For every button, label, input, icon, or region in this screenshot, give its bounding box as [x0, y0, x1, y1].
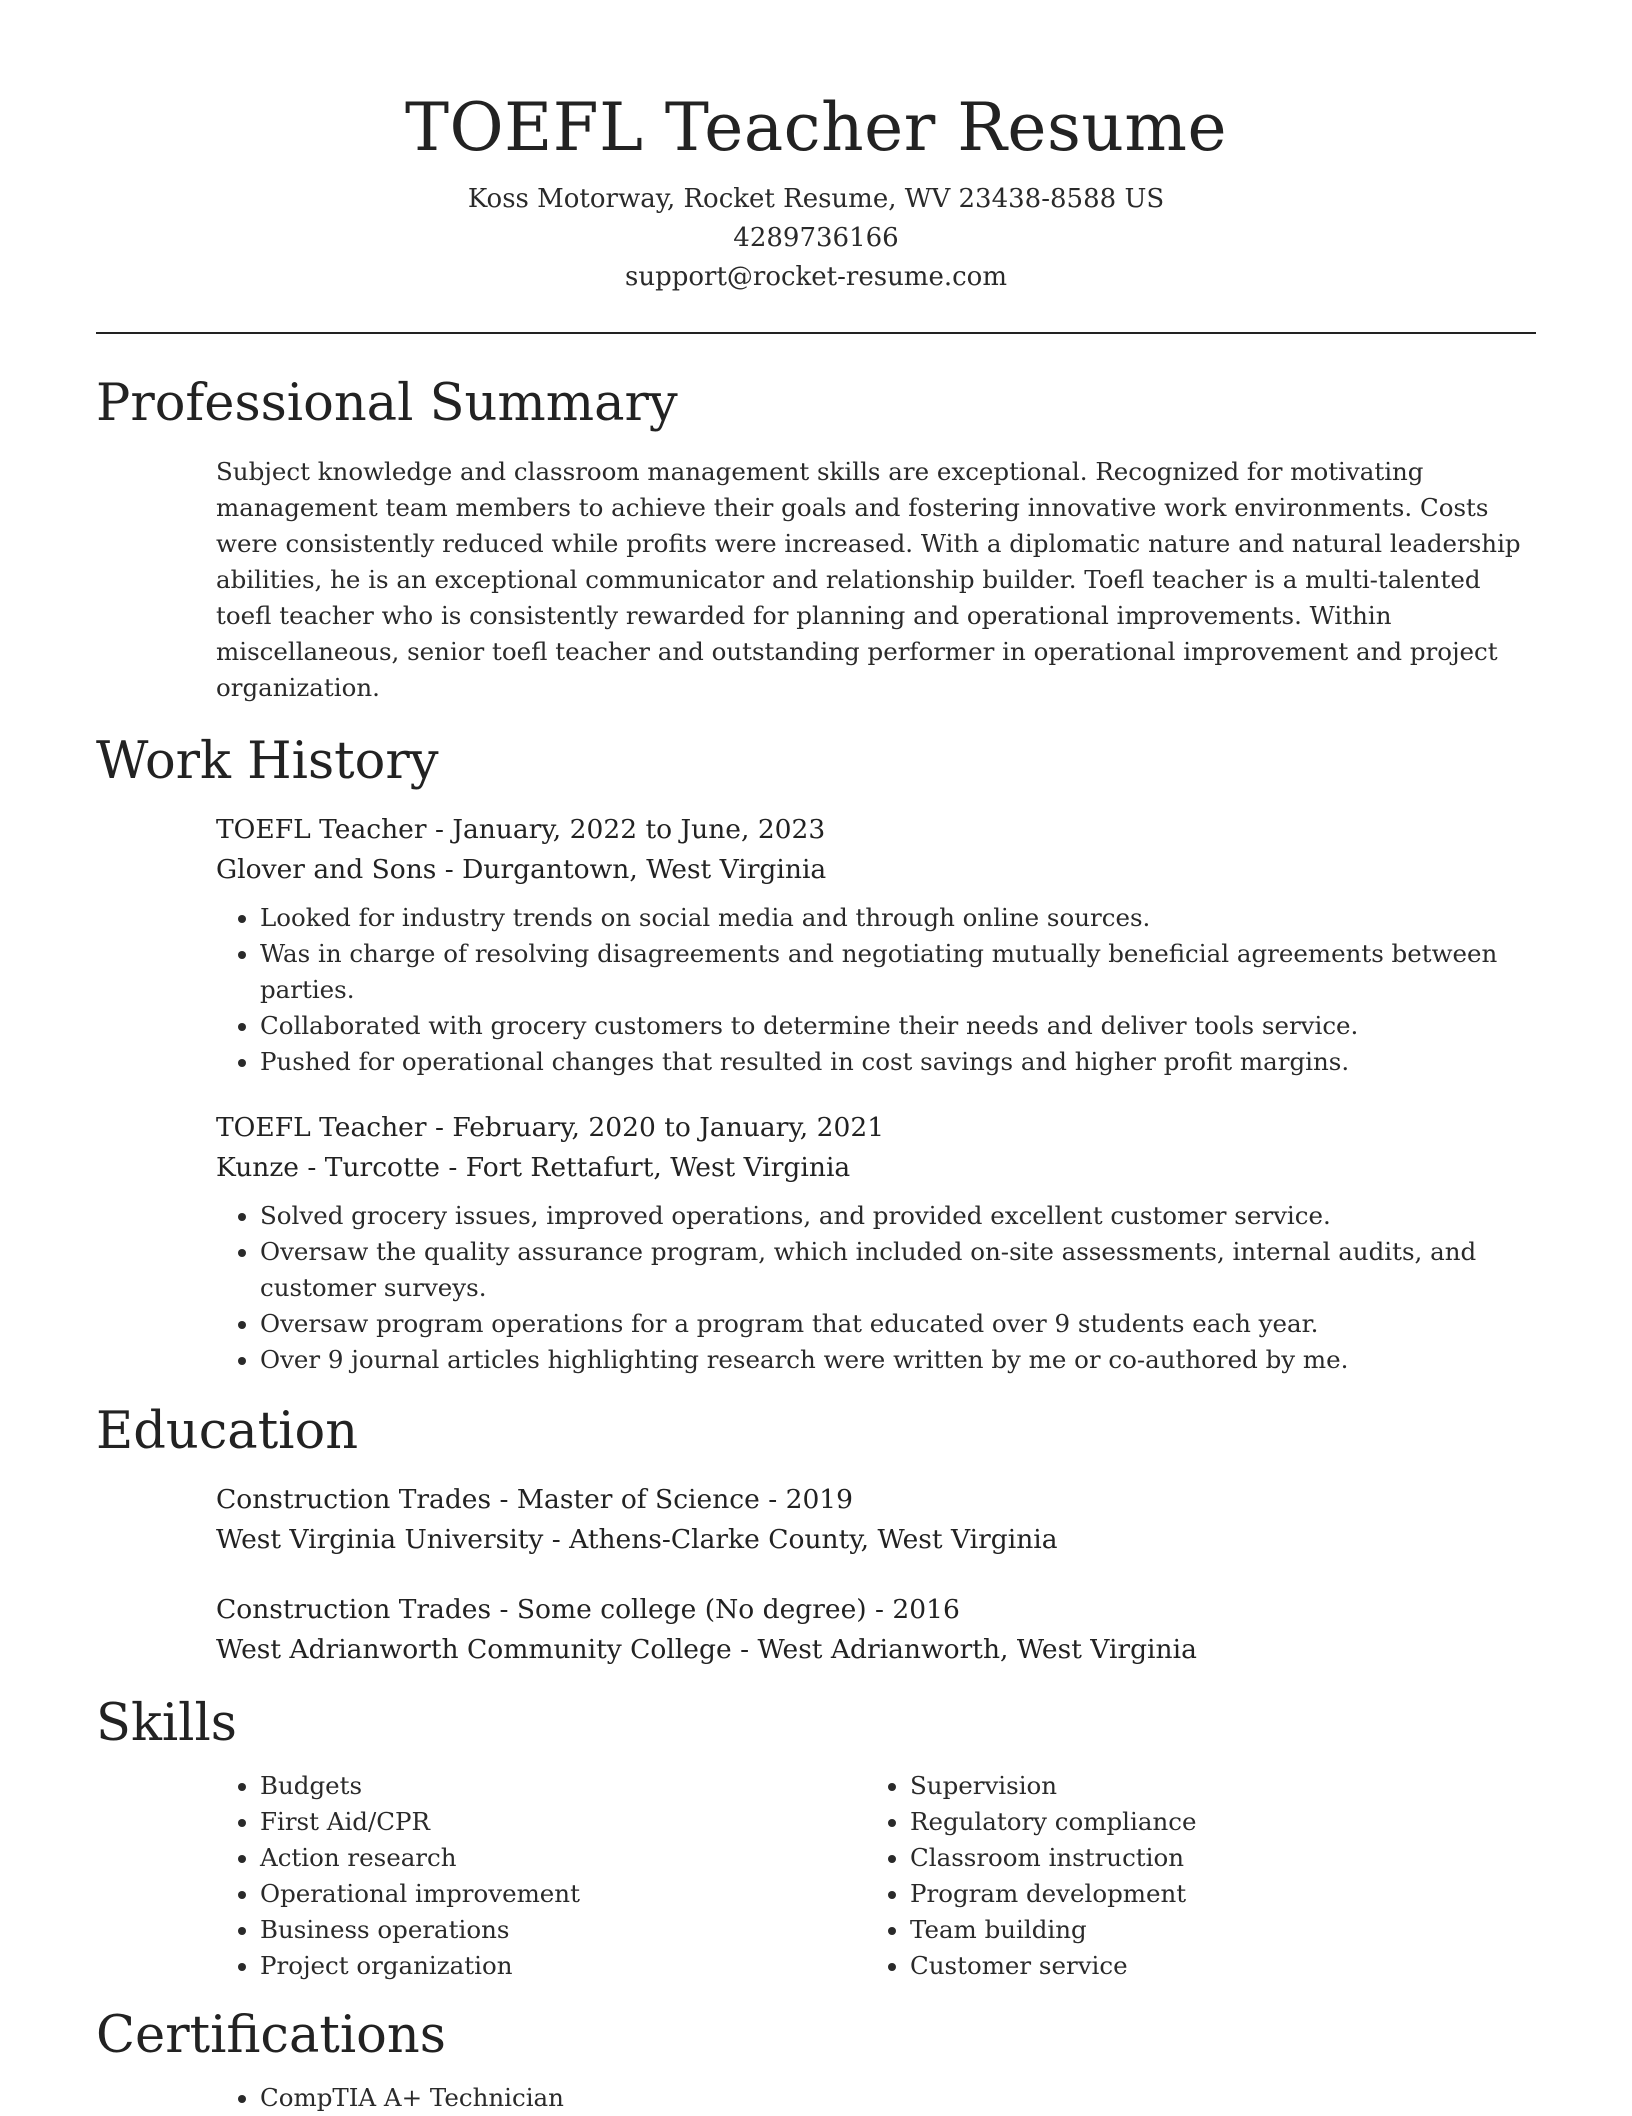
education-school-line [216, 1630, 1536, 1670]
contact-address: Koss Motorway, Rocket Resume, WV 23438-8588 US [467, 184, 1165, 214]
resume-page [96, 0, 1536, 2116]
skill-item: • Program development [910, 1876, 1516, 1912]
skill-item: • Regulatory compliance [910, 1804, 1516, 1840]
work-history-heading: Work History [96, 732, 439, 791]
job-dates: - February, 2020 to January, 2021 [426, 1112, 885, 1143]
job-company-line [216, 1148, 1536, 1188]
education-degree: - Some college (No degree) - 2016 [491, 1594, 960, 1625]
education-degree-line [216, 1480, 1536, 1520]
skills-heading: Skills [96, 1694, 237, 1753]
skills-list-right [866, 1768, 1516, 1984]
job-bullet: • Oversaw program operations for a program that educated over 9 students each year. [260, 1306, 1536, 1342]
education-heading: Education [96, 1402, 359, 1461]
education-section [96, 1400, 1536, 1670]
skill-item: • First Aid/CPR [260, 1804, 866, 1840]
job-bullets [216, 1198, 1536, 1378]
job-bullet: • Looked for industry trends on social media and through online sources. [260, 900, 1536, 936]
skill-item: • Project organization [260, 1948, 866, 1984]
job-entry [216, 810, 1536, 1080]
certifications-body [216, 2080, 1536, 2116]
skills-columns [216, 1768, 1536, 1984]
skills-column-right [866, 1768, 1516, 1984]
job-title: TOEFL Teacher [216, 1112, 427, 1143]
job-company: Glover and Sons [216, 854, 437, 885]
contact-block [96, 180, 1536, 297]
summary-section [96, 372, 1536, 706]
skills-section [96, 1692, 1536, 1984]
skill-item: • Supervision [910, 1768, 1516, 1804]
work-history-section [96, 730, 1536, 1378]
job-location: - Fort Rettafurt, West Virginia [439, 1152, 851, 1183]
job-bullet: • Solved grocery issues, improved operations, and provided excellent customer service. [260, 1198, 1536, 1234]
skills-column-left [216, 1768, 866, 1984]
job-title-line [216, 810, 1536, 850]
education-entry [216, 1590, 1536, 1670]
education-field: Construction Trades [216, 1594, 492, 1625]
job-bullet: • Oversaw the quality assurance program, which included on-site assessments, internal audits, and customer surveys. [260, 1234, 1536, 1306]
certifications-list [216, 2080, 1536, 2116]
education-field: Construction Trades [216, 1484, 492, 1515]
skills-list-left [216, 1768, 866, 1984]
skill-item: • Action research [260, 1840, 866, 1876]
skill-item: • Classroom instruction [910, 1840, 1516, 1876]
resume-header [96, 0, 1536, 297]
job-company-line [216, 850, 1536, 890]
job-entry [216, 1108, 1536, 1378]
job-location: - Durgantown, West Virginia [436, 854, 827, 885]
education-location: - West Adrianworth, West Virginia [731, 1634, 1197, 1665]
job-dates: - January, 2022 to June, 2023 [426, 814, 826, 845]
certifications-section [96, 2004, 1536, 2116]
certification-item: • CompTIA A+ Technician [260, 2080, 1536, 2116]
summary-body [216, 454, 1536, 706]
job-bullets [216, 900, 1536, 1080]
education-location: - Athens-Clarke County, West Virginia [543, 1524, 1058, 1555]
education-school: West Virginia University [216, 1524, 544, 1555]
education-school: West Adrianworth Community College [216, 1634, 732, 1665]
job-title-line [216, 1108, 1536, 1148]
education-school-line [216, 1520, 1536, 1560]
skill-item: • Business operations [260, 1912, 866, 1948]
skill-item: • Customer service [910, 1948, 1516, 1984]
education-degree: - Master of Science - 2019 [491, 1484, 854, 1515]
header-divider [96, 332, 1536, 334]
certifications-heading: Certifications [96, 2006, 446, 2065]
contact-email: support@rocket-resume.com [624, 262, 1007, 292]
job-bullet: • Was in charge of resolving disagreements and negotiating mutually beneficial agreements between parties. [260, 936, 1536, 1008]
skill-item: • Operational improvement [260, 1876, 866, 1912]
summary-heading: Professional Summary [96, 374, 678, 433]
education-degree-line [216, 1590, 1536, 1630]
skill-item: • Budgets [260, 1768, 866, 1804]
contact-phone: 4289736166 [733, 223, 899, 253]
education-entry [216, 1480, 1536, 1560]
skill-item: • Team building [910, 1912, 1516, 1948]
job-bullet: • Collaborated with grocery customers to determine their needs and deliver tools service. [260, 1008, 1536, 1044]
job-bullet: • Pushed for operational changes that resulted in cost savings and higher profit margins. [260, 1044, 1536, 1080]
job-bullet: • Over 9 journal articles highlighting research were written by me or co-authored by me. [260, 1342, 1536, 1378]
job-title: TOEFL Teacher [216, 814, 427, 845]
summary-text: Subject knowledge and classroom management skills are exceptional. Recognized for motivating management team members to achieve their goals and fostering innovative work environments. Costs were consistently reduced while profits were increased. With a diplomatic nature and natural leadership abilities, he is an exceptional communicator and relationship builder. Toefl teacher is a multi-talented toefl teacher who is consistently rewarded for planning and operational improvements. Within miscellaneous, senior toefl teacher and outstanding performer in operational improvement and project organization. [216, 457, 1521, 702]
resume-title: TOEFL Teacher Resume [404, 89, 1228, 166]
job-company: Kunze - Turcotte [216, 1152, 440, 1183]
